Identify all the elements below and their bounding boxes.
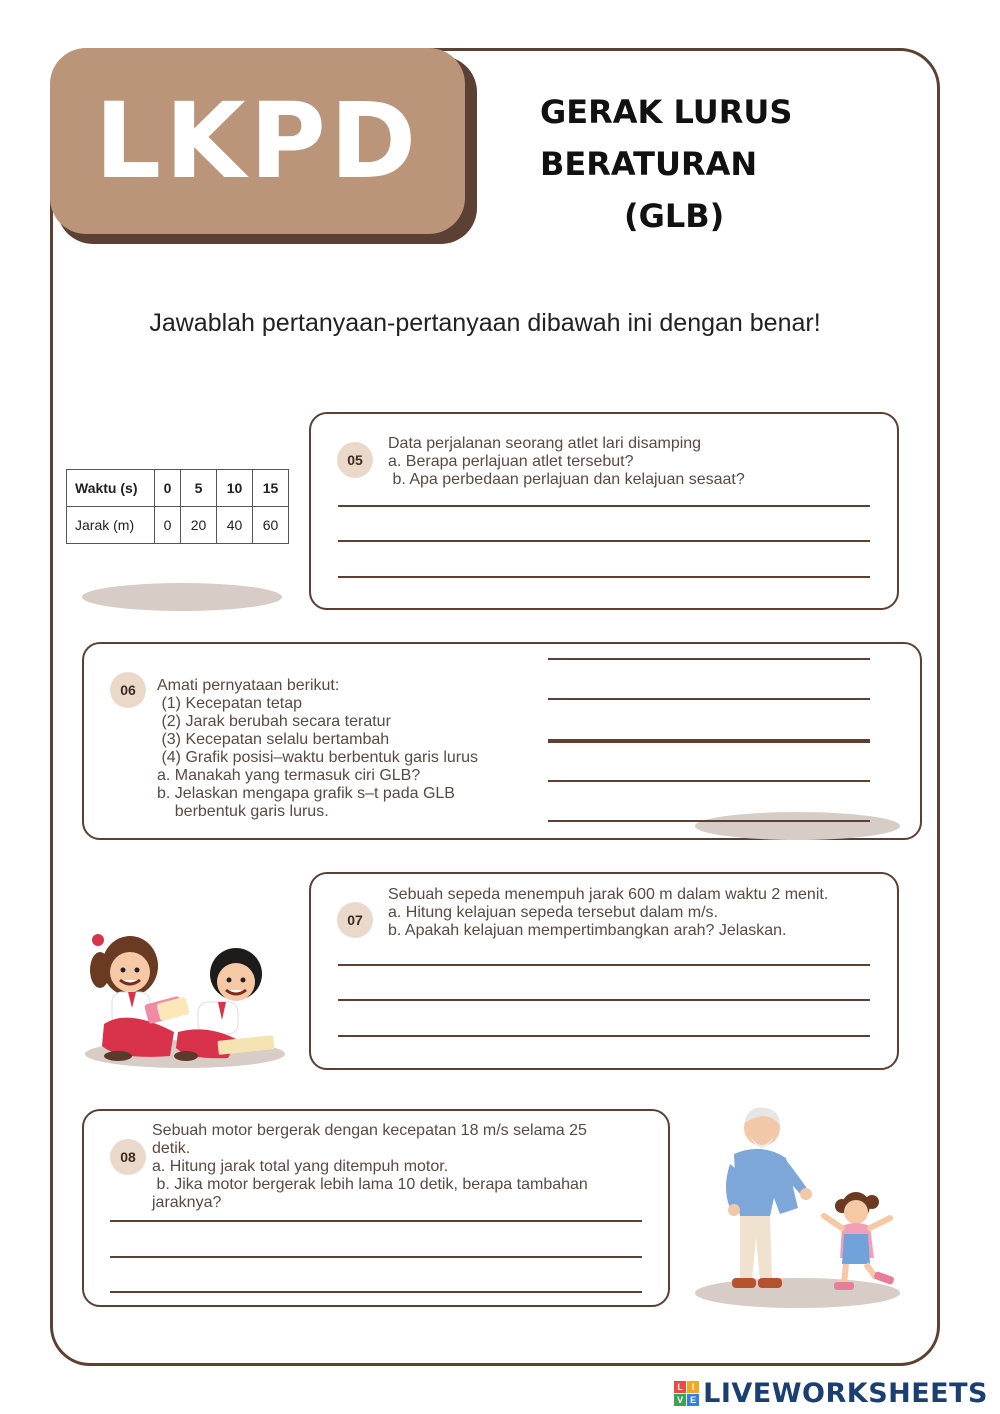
answer-line[interactable] <box>338 964 870 966</box>
footer-brand <box>674 1378 988 1408</box>
table-shadow <box>82 583 282 611</box>
question-line: a. Hitung kelajuan sepeda tersebut dalam m/s. <box>388 904 718 921</box>
table-cell: 10 <box>217 470 253 507</box>
question-line: detik. <box>152 1140 191 1157</box>
answer-line[interactable] <box>548 820 870 822</box>
question-line: b. Jelaskan mengapa grafik s–t pada GLB <box>157 785 455 802</box>
table-cell: 40 <box>217 507 253 544</box>
table-cell: 20 <box>181 507 217 544</box>
logo-letter: I <box>687 1381 699 1393</box>
children-reading-illustration <box>78 928 288 1064</box>
worksheet-title <box>540 86 810 242</box>
question-line: a. Berapa perlajuan atlet tersebut? <box>388 453 634 470</box>
title-line-2: BERATURAN <box>540 145 758 183</box>
answer-line[interactable] <box>110 1256 642 1258</box>
question-line: berbentuk garis lurus. <box>157 803 329 820</box>
answer-line[interactable] <box>110 1220 642 1222</box>
logo-letter: E <box>687 1394 699 1406</box>
question-number-badge: 06 <box>110 672 146 708</box>
question-line: a. Manakah yang termasuk ciri GLB? <box>157 767 421 784</box>
table-cell: 0 <box>155 507 181 544</box>
question-06-text <box>157 677 478 821</box>
question-line: (3) Kecepatan selalu bertambah <box>157 731 390 748</box>
question-line: (2) Jarak berubah secara teratur <box>157 713 391 730</box>
table-cell: 60 <box>253 507 289 544</box>
logo-letter: L <box>674 1381 686 1393</box>
question-number-badge: 05 <box>337 442 373 478</box>
answer-line[interactable] <box>548 658 870 660</box>
question-line: Sebuah sepeda menempuh jarak 600 m dalam waktu 2 menit. <box>388 886 829 903</box>
table-cell: 15 <box>253 470 289 507</box>
brand-name: LIVEWORKSHEETS <box>703 1377 988 1409</box>
table-cell: 5 <box>181 470 217 507</box>
table-cell: Waktu (s) <box>67 470 155 507</box>
question-line: Sebuah motor bergerak dengan kecepatan 18 m/s selama 25 <box>152 1122 587 1139</box>
answer-line[interactable] <box>548 739 870 743</box>
question-number-badge: 08 <box>110 1139 146 1175</box>
answer-line[interactable] <box>548 698 870 700</box>
answer-line[interactable] <box>110 1291 642 1293</box>
table-row <box>67 470 289 507</box>
answer-line[interactable] <box>338 999 870 1001</box>
answer-line[interactable] <box>338 505 870 507</box>
answer-line[interactable] <box>338 1035 870 1037</box>
header-badge-text: LKPD <box>94 80 421 202</box>
question-line: b. Apakah kelajuan mempertimbangkan arah? Jelaskan. <box>388 922 787 939</box>
question-line: (1) Kecepatan tetap <box>157 695 302 712</box>
question-line: Data perjalanan seorang atlet lari disamping <box>388 435 702 452</box>
table-cell: Jarak (m) <box>67 507 155 544</box>
title-line-3: (GLB) <box>624 197 725 235</box>
answer-line[interactable] <box>338 576 870 578</box>
instruction-text: Jawablah pertanyaan-pertanyaan dibawah ini dengan benar! <box>149 309 821 337</box>
answer-line[interactable] <box>548 780 870 782</box>
question-05-text <box>388 435 745 489</box>
logo-letter: V <box>674 1394 686 1406</box>
answer-line[interactable] <box>338 540 870 542</box>
title-line-1: GERAK LURUS <box>540 93 793 131</box>
table-row <box>67 507 289 544</box>
question-line: a. Hitung jarak total yang ditempuh motor. <box>152 1158 449 1175</box>
question-line: b. Apa perbedaan perlajuan dan kelajuan sesaat? <box>388 471 745 488</box>
question-line: (4) Grafik posisi–waktu berbentuk garis lurus <box>157 749 479 766</box>
question-07-text <box>388 886 828 940</box>
liveworksheets-logo-icon <box>674 1381 699 1406</box>
table-cell: 0 <box>155 470 181 507</box>
data-table <box>66 469 289 544</box>
question-08-text <box>152 1122 588 1212</box>
question-number-badge: 07 <box>337 902 373 938</box>
decorative-shadow <box>695 812 900 840</box>
grandfather-child-illustration <box>700 1098 910 1298</box>
question-line: Amati pernyataan berikut: <box>157 677 340 694</box>
header-badge <box>50 48 465 234</box>
question-line: jaraknya? <box>152 1194 222 1211</box>
question-line: b. Jika motor bergerak lebih lama 10 detik, berapa tambahan <box>152 1176 588 1193</box>
